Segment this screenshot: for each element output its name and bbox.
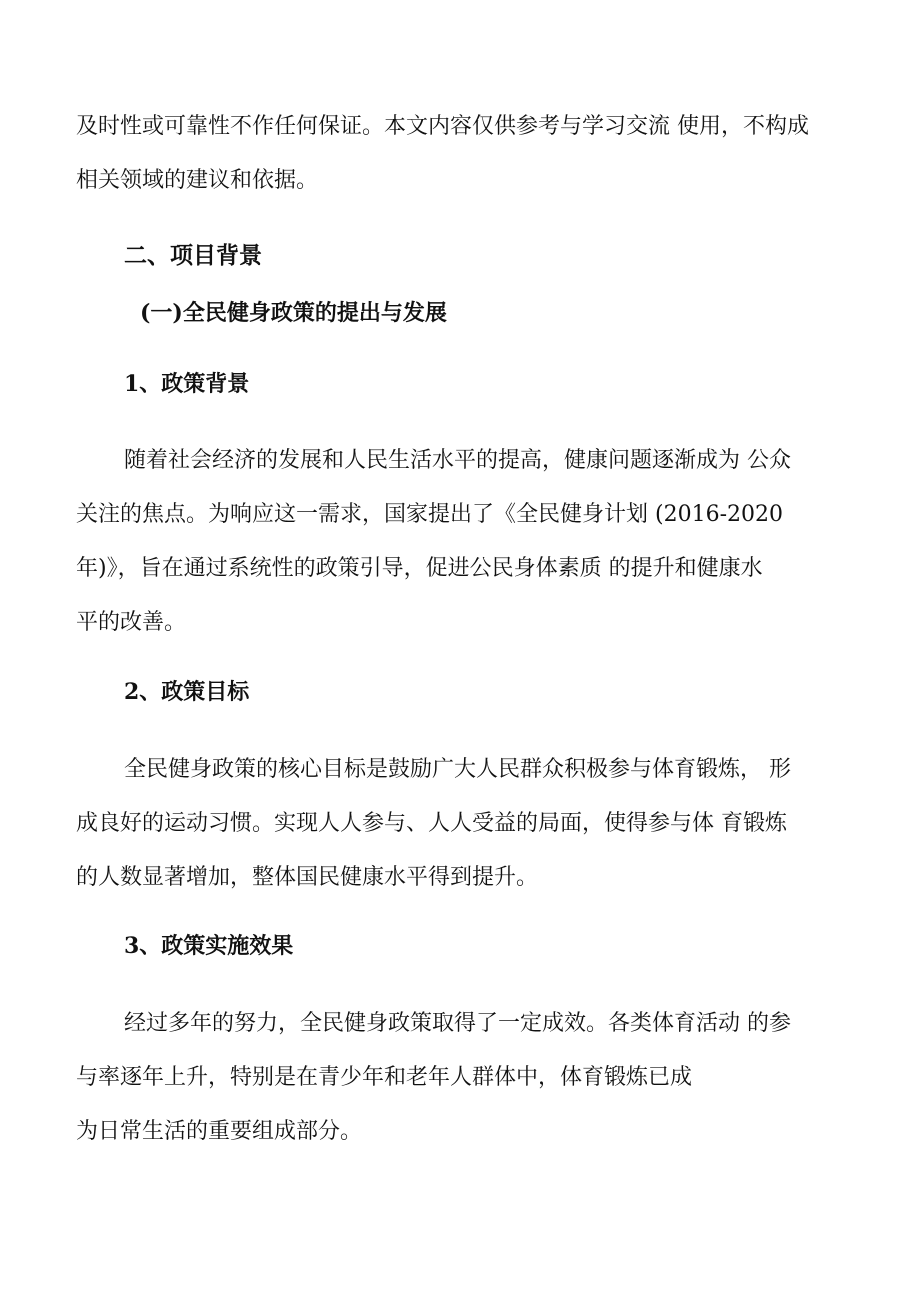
item-1-line-4: 平的改善。 — [76, 610, 187, 635]
item-2-line-1: 全民健身政策的核心目标是鼓励广大人民群众积极参与体育锻炼， 形 — [124, 757, 791, 782]
item-3-line-3: 为日常生活的重要组成部分。 — [76, 1119, 363, 1144]
item-1-line-2: 关注的焦点。为响应这一需求，国家提出了《全民健身计划 (2016-2020 — [76, 502, 783, 527]
item-1-line-3: 年)》，旨在通过系统性的政策引导，促进公民身体素质 的提升和健康水 — [76, 556, 763, 581]
section-heading: 二、项目背景 — [124, 243, 262, 269]
subsection-heading: (一)全民健身政策的提出与发展 — [140, 300, 447, 326]
item-3-heading: 3、政策实施效果 — [124, 933, 294, 959]
item-3-line-2: 与率逐年上升，特别是在青少年和老年人群体中，体育锻炼已成 — [76, 1065, 693, 1090]
item-2-line-3: 的人数显著增加，整体国民健康水平得到提升。 — [76, 865, 539, 890]
item-1-heading: 1、政策背景 — [124, 371, 250, 397]
item-1-line-1: 随着社会经济的发展和人民生活水平的提高，健康问题逐渐成为 公众 — [124, 448, 791, 473]
item-2-heading: 2、政策目标 — [124, 679, 250, 705]
item-3-line-1: 经过多年的努力，全民健身政策取得了一定成效。各类体育活动 的参 — [124, 1011, 791, 1036]
item-2-line-2: 成良好的运动习惯。实现人人参与、人人受益的局面，使得参与体 育锻炼 — [76, 811, 787, 836]
intro-line-2: 相关领域的建议和依据。 — [76, 168, 319, 193]
intro-line-1: 及时性或可靠性不作任何保证。本文内容仅供参考与学习交流 使用，不构成 — [76, 114, 809, 139]
